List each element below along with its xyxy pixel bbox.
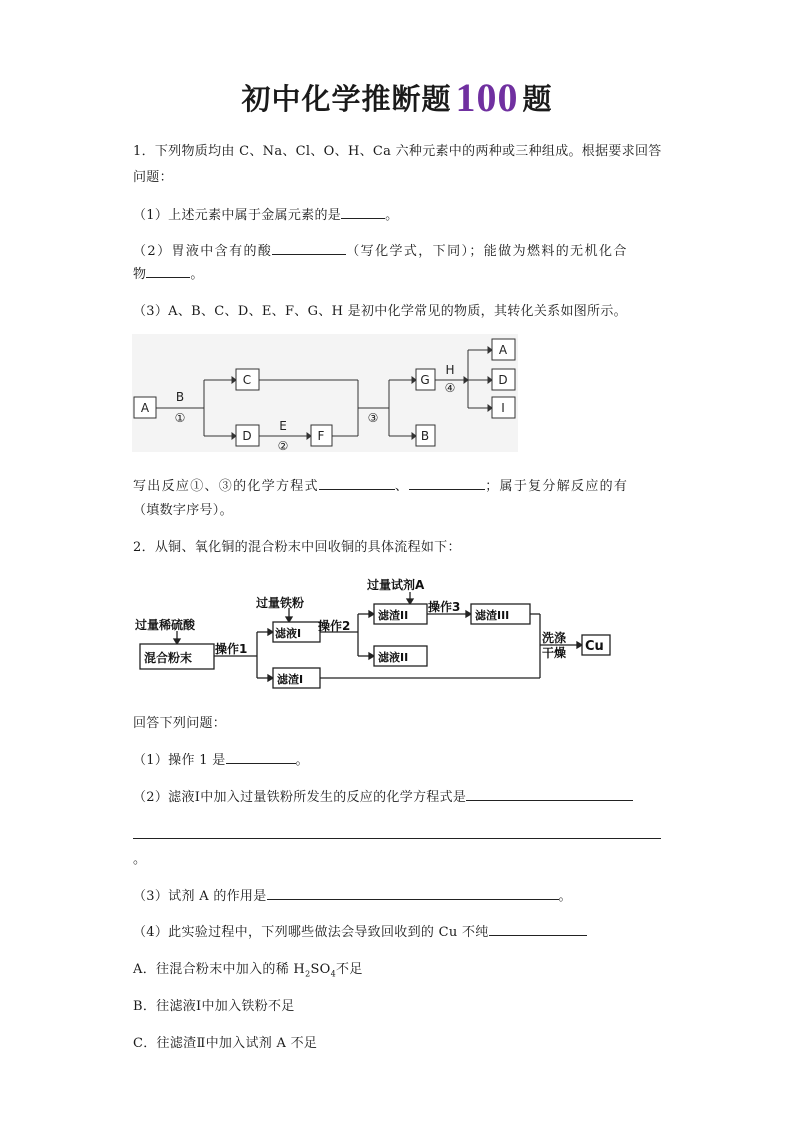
q1-part1-end: 。 bbox=[385, 208, 399, 223]
q2-sub2 bbox=[133, 786, 633, 805]
flow-dry: 干燥 bbox=[542, 646, 567, 660]
q2-sub4-text: （4）此实验过程中，下列哪些做法会导致回收到的 Cu 不纯 bbox=[133, 925, 489, 940]
q1-part2-text-b: （写化学式，下同）；能做为燃料的无机化合 bbox=[346, 244, 628, 259]
q1-part3: （3）A、B、C、D、E、F、G、H 是初中化学常见的物质，其转化关系如图所示。 bbox=[133, 304, 627, 319]
answer-blank bbox=[226, 751, 296, 764]
q2-option-c: C．往滤渣Ⅱ中加入试剂 A 不足 bbox=[133, 1036, 318, 1051]
q1-write-text-b: ；属于复分解反应的有 bbox=[485, 479, 629, 494]
answer-blank bbox=[146, 265, 190, 278]
label-out-i: I bbox=[501, 401, 505, 415]
flow-iron: 过量铁粉 bbox=[256, 596, 305, 610]
q2-sub3-end: 。 bbox=[558, 889, 572, 904]
q1-stem-line2: 问题： bbox=[133, 170, 173, 185]
flow-op2: 操作2 bbox=[318, 619, 351, 633]
label-reaction-3: ③ bbox=[367, 411, 379, 425]
option-a-sub: 2 bbox=[305, 969, 311, 979]
title-number: 100 bbox=[455, 75, 519, 120]
q2-stem: 2．从铜、氧化铜的混合粉末中回收铜的具体流程如下： bbox=[133, 540, 461, 555]
q1-part2-text-c: 物 bbox=[133, 267, 147, 282]
answer-blank bbox=[341, 206, 385, 219]
q1-part2-line2 bbox=[133, 263, 204, 282]
page-title bbox=[0, 74, 794, 121]
q2-sub3 bbox=[133, 885, 572, 904]
q1-write-text: 写出反应①、③的化学方程式 bbox=[133, 479, 319, 494]
label-reaction-4: ④ bbox=[444, 381, 456, 395]
flow-residue2: 滤渣II bbox=[378, 609, 409, 622]
q2-option-b: B．往滤液Ⅰ中加入铁粉不足 bbox=[133, 999, 295, 1014]
flow-op1: 操作1 bbox=[215, 642, 248, 656]
q1-part1 bbox=[133, 204, 398, 223]
label-a: A bbox=[140, 401, 150, 415]
flow-mix: 混合粉末 bbox=[144, 651, 193, 665]
q1-part2-end: 。 bbox=[190, 267, 204, 282]
label-c: C bbox=[242, 373, 252, 387]
title-suffix: 题 bbox=[522, 82, 553, 116]
option-a-end: 不足 bbox=[336, 962, 363, 977]
label-reaction-1: ① bbox=[174, 411, 186, 425]
label-out-a: A bbox=[498, 343, 508, 357]
q1-part2-text: （2）胃液中含有的酸 bbox=[133, 244, 273, 259]
answer-blank bbox=[489, 923, 587, 936]
q1-part1-text: （1）上述元素中属于金属元素的是 bbox=[133, 208, 342, 223]
flow-filtrate2: 滤液II bbox=[378, 651, 409, 664]
flow-residue1: 滤渣I bbox=[277, 673, 304, 686]
label-reaction-2: ② bbox=[277, 439, 289, 452]
q2-flowchart bbox=[132, 574, 612, 692]
q2-sub4 bbox=[133, 921, 587, 940]
flow-filtrate1: 滤液I bbox=[275, 627, 302, 640]
answer-blank bbox=[409, 477, 485, 490]
flow-acid: 过量稀硫酸 bbox=[135, 618, 196, 632]
label-g: G bbox=[420, 373, 430, 387]
label-out-d: D bbox=[498, 373, 508, 387]
q2-sub3-text: （3）试剂 A 的作用是 bbox=[133, 889, 267, 904]
label-b: B bbox=[420, 429, 430, 443]
title-main: 初中化学推断题 bbox=[241, 82, 452, 116]
q1-write-sep: 、 bbox=[394, 479, 410, 494]
q2-sub1-text: （1）操作 1 是 bbox=[133, 753, 226, 768]
flow-cu: Cu bbox=[585, 639, 604, 654]
label-d: D bbox=[242, 429, 252, 443]
answer-blank bbox=[466, 788, 633, 801]
flow-residue3: 滤渣III bbox=[475, 609, 510, 622]
q1-write-end: （填数字序号）。 bbox=[133, 503, 233, 518]
answer-blank bbox=[267, 887, 559, 900]
q2-answer-intro: 回答下列问题： bbox=[133, 716, 227, 731]
flow-op3: 操作3 bbox=[428, 600, 461, 614]
label-b-reagent: B bbox=[175, 390, 185, 404]
label-f: F bbox=[317, 429, 325, 443]
q1-part2 bbox=[133, 240, 628, 259]
q1-stem-line1: 1．下列物质均由 C、Na、Cl、O、H、Ca 六种元素中的两种或三种组成。根据要求回答 bbox=[133, 144, 662, 159]
q2-sub2-text: （2）滤液Ⅰ中加入过量铁粉所发生的反应的化学方程式是 bbox=[133, 790, 467, 805]
flow-reagent-a: 过量试剂A bbox=[367, 578, 425, 592]
label-e-reagent: E bbox=[279, 419, 287, 433]
option-a-formula: SO bbox=[310, 962, 331, 977]
label-h-reagent: H bbox=[445, 363, 455, 377]
answer-line bbox=[133, 838, 661, 839]
q2-sub1 bbox=[133, 749, 309, 768]
q1-write-equation bbox=[133, 475, 628, 494]
q2-option-a bbox=[133, 958, 363, 979]
q2-sub2-end: 。 bbox=[133, 852, 147, 867]
answer-blank bbox=[272, 242, 346, 255]
flow-wash: 洗涤 bbox=[542, 631, 567, 645]
q2-sub1-end: 。 bbox=[295, 753, 309, 768]
q1-transformation-diagram bbox=[132, 334, 518, 452]
option-a-text: A．往混合粉末中加入的稀 H bbox=[133, 962, 306, 977]
option-a-sub: 4 bbox=[330, 969, 337, 979]
answer-blank bbox=[319, 477, 395, 490]
